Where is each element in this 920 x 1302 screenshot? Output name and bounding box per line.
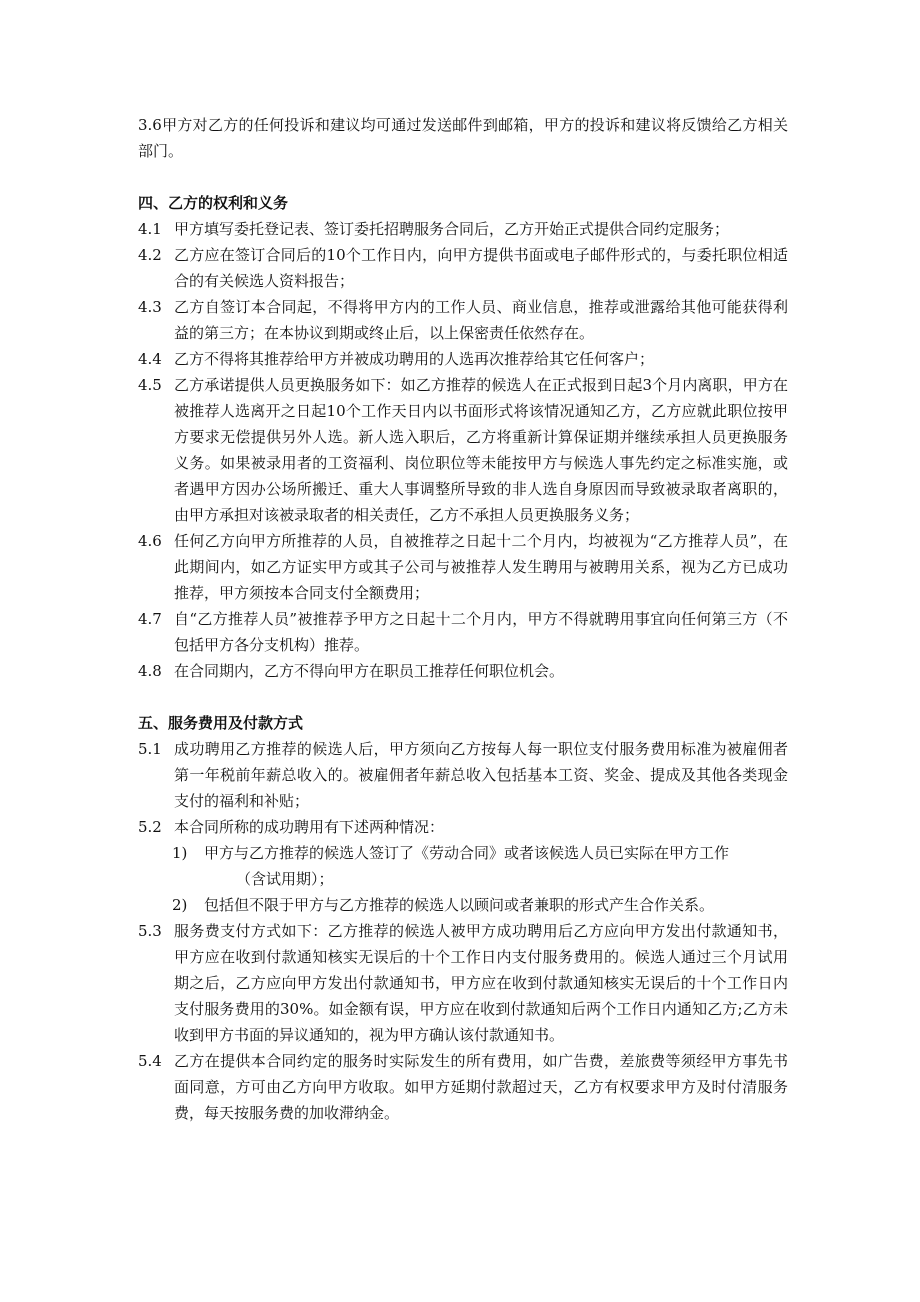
clause-4-1 [138, 216, 788, 242]
sub-item-text-continued: （含试用期）； [236, 870, 334, 888]
clause-number: 5.2 [138, 818, 162, 836]
section-4-heading: 四、乙方的权利和义务 [138, 194, 289, 212]
clause-text: 自“乙方推荐人员”被推荐予甲方之日起十二个月内，甲方不得就聘用事宜向任何第三方（不包括甲方各分支机构）推荐。 [174, 610, 788, 654]
clause-text: 在合同期内，乙方不得向甲方在职员工推荐任何职位机会。 [174, 662, 565, 680]
clause-5-2 [138, 814, 788, 840]
clause-number: 5.1 [138, 740, 162, 758]
clause-number: 4.8 [138, 662, 162, 680]
clause-text: 服务费支付方式如下：乙方推荐的候选人被甲方成功聘用后乙方应向甲方发出付款通知书，甲方应在收到付款通知核实无误后的十个工作日内支付服务费用的。候选人通过三个月试用期之后，乙方应向甲方发出付款通知书，甲方应在收到付款通知核实无误后的十个工作日内支付服务费用的30%。如金额有误，甲方应在收到付款通知后两个工作日内通知乙方;乙方未收到甲方书面的异议通知的，视为甲方确认该付款通知书。 [174, 922, 788, 1044]
clause-number: 4.3 [138, 298, 162, 316]
sub-item-text: 甲方与乙方推荐的候选人签订了《劳动合同》或者该候选人员已实际在甲方工作 [204, 844, 730, 862]
clause-text: 乙方不得将其推荐给甲方并被成功聘用的人选再次推荐给其它任何客户； [174, 350, 655, 368]
clause-3-6 [138, 112, 788, 164]
sub-item-number: 2) [172, 896, 188, 914]
clause-4-6 [138, 528, 788, 606]
sub-item-number: 1) [172, 844, 188, 862]
clause-5-1 [138, 736, 788, 814]
clause-number: 4.4 [138, 350, 162, 368]
section-5-heading: 五、服务费用及付款方式 [138, 714, 304, 732]
sub-item-1 [138, 840, 788, 892]
clause-number: 4.7 [138, 610, 162, 628]
clause-5-4 [138, 1048, 788, 1126]
clause-number: 3.6 [138, 116, 162, 134]
clause-text: 任何乙方向甲方所推荐的人员，自被推荐之日起十二个月内，均被视为“乙方推荐人员”，在此期间内，如乙方证实甲方或其子公司与被推荐人发生聘用与被聘用关系，视为乙方已成功推荐，甲方须按本合同支付全额费用； [174, 532, 788, 602]
sub-item-2 [138, 892, 788, 918]
sub-item-text: 包括但不限于甲方与乙方推荐的候选人以顾问或者兼职的形式产生合作关系。 [204, 896, 715, 914]
clause-4-8 [138, 658, 788, 684]
clause-number: 4.5 [138, 376, 162, 394]
clause-4-3 [138, 294, 788, 346]
clause-text: 甲方填写委托登记表、签订委托招聘服务合同后，乙方开始正式提供合同约定服务； [174, 220, 730, 238]
clause-text: 乙方应在签订合同后的10个工作日内，向甲方提供书面或电子邮件形式的，与委托职位相适合的有关候选人资料报告； [174, 246, 788, 290]
clause-text: 乙方承诺提供人员更换服务如下：如乙方推荐的候选人在正式报到日起3个月内离职，甲方在被推荐人选离开之日起10个工作天日内以书面形式将该情况通知乙方，乙方应就此职位按甲方要求无偿提供另外人选。新人选入职后，乙方将重新计算保证期并继续承担人员更换服务义务。如果被录用者的工资福利、岗位职位等未能按甲方与候选人事先约定之标准实施，或者遇甲方因办公场所搬迁、重大人事调整所导致的非人选自身原因而导致被录取者离职的，由甲方承担对该被录取者的相关责任，乙方不承担人员更换服务义务； [174, 376, 788, 524]
clause-text: 本合同所称的成功聘用有下述两种情况： [174, 818, 445, 836]
clause-text: 乙方在提供本合同约定的服务时实际发生的所有费用，如广告费，差旅费等须经甲方事先书面同意，方可由乙方向甲方收取。如甲方延期付款超过天，乙方有权要求甲方及时付清服务费，每天按服务费的加收滞纳金。 [174, 1052, 788, 1122]
clause-text: 乙方自签订本合同起，不得将甲方内的工作人员、商业信息，推荐或泄露给其他可能获得利益的第三方；在本协议到期或终止后，以上保密责任依然存在。 [174, 298, 788, 342]
clause-4-4 [138, 346, 788, 372]
clause-text: 甲方对乙方的任何投诉和建议均可通过发送邮件到邮箱，甲方的投诉和建议将反馈给乙方相关部门。 [138, 116, 788, 160]
clause-4-5 [138, 372, 788, 528]
clause-5-3 [138, 918, 788, 1048]
clause-number: 5.3 [138, 922, 162, 940]
clause-number: 4.1 [138, 220, 162, 238]
document-body [138, 112, 788, 1126]
clause-number: 4.2 [138, 246, 162, 264]
spacer [138, 164, 788, 190]
clause-4-2 [138, 242, 788, 294]
spacer [138, 684, 788, 710]
clause-text: 成功聘用乙方推荐的候选人后，甲方须向乙方按每人每一职位支付服务费用标准为被雇佣者第一年税前年薪总收入的。被雇佣者年薪总收入包括基本工资、奖金、提成及其他各类现金支付的福利和补贴； [174, 740, 788, 810]
clause-number: 4.6 [138, 532, 162, 550]
clause-4-7 [138, 606, 788, 658]
clause-number: 5.4 [138, 1052, 162, 1070]
